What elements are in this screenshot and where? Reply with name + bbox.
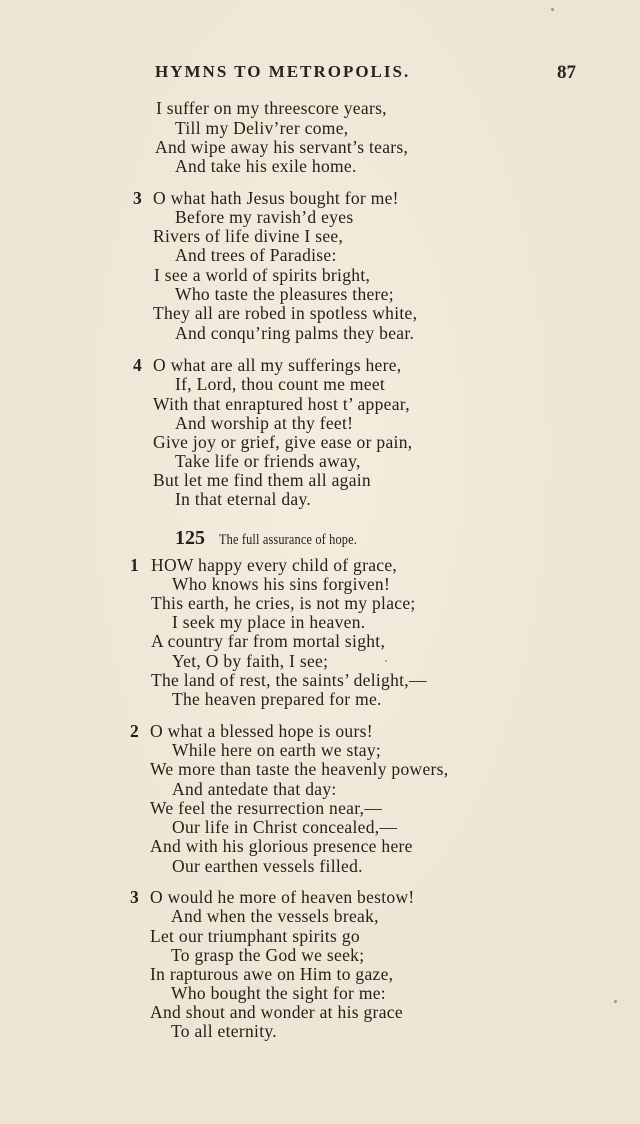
verse-line: In rapturous awe on Him to gaze, (150, 964, 394, 984)
verse-line: Yet, O by faith, I see; (172, 651, 329, 671)
verse-line: Who knows his sins forgiven! (172, 574, 391, 594)
verse-line: Our life in Christ concealed,— (172, 817, 398, 837)
paper-speck (385, 660, 387, 662)
verse-line: I see a world of spirits bright, (154, 265, 371, 285)
verse-line: Give joy or grief, give ease or pain, (153, 432, 413, 452)
stanza-number: 3 (133, 188, 142, 208)
verse-line: To grasp the God we seek; (171, 945, 365, 965)
verse-line: We more than taste the heavenly powers, (150, 759, 449, 779)
paper-speck (614, 1000, 617, 1003)
hymn-heading (175, 527, 387, 551)
verse-line: To all eternity. (171, 1021, 277, 1041)
verse-line: And take his exile home. (175, 156, 357, 176)
verse-line: And worship at thy feet! (175, 413, 354, 433)
verse-line: If, Lord, thou count me meet (175, 374, 386, 394)
page-header (0, 62, 640, 84)
verse-line: Take life or friends away, (175, 451, 361, 471)
verse-line: The heaven prepared for me. (172, 689, 382, 709)
verse-line: With that enraptured host t’ appear, (153, 394, 410, 414)
verse-line: I suffer on my threescore years, (156, 98, 387, 118)
verse-line: Our earthen vessels filled. (172, 856, 363, 876)
verse-line: The land of rest, the saints’ delight,— (151, 670, 427, 690)
verse-line: We feel the resurrection near,— (150, 798, 383, 818)
hymn-number: 125 (175, 527, 205, 549)
verse-line: Before my ravish’d eyes (175, 207, 354, 227)
verse-line: I seek my place in heaven. (172, 612, 366, 632)
verse-line: And conqu’ring palms they bear. (175, 323, 415, 343)
verse-line: This earth, he cries, is not my place; (151, 593, 416, 613)
verse-line: HOW happy every child of grace, (151, 555, 398, 575)
hymn-title: The full assurance of hope. (219, 532, 357, 548)
verse-line: And wipe away his servant’s tears, (155, 137, 409, 157)
verse-line: Rivers of life divine I see, (153, 226, 344, 246)
verse-line: And with his glorious presence here (150, 836, 413, 856)
verse-line: And when the vessels break, (171, 906, 379, 926)
verse-line: A country far from mortal sight, (151, 631, 386, 651)
stanza-number: 2 (130, 721, 139, 741)
verse-line: Who bought the sight for me: (171, 983, 386, 1003)
page-number: 87 (557, 62, 576, 83)
verse-line: O what a blessed hope is ours! (150, 721, 373, 741)
stanza-number: 4 (133, 355, 142, 375)
verse-line: But let me find them all again (153, 470, 371, 490)
verse-line: And trees of Paradise: (175, 245, 337, 265)
verse-line: And shout and wonder at his grace (150, 1002, 403, 1022)
stanza-number: 3 (130, 887, 139, 907)
running-title: HYMNS TO METROPOLIS. (155, 62, 411, 81)
verse-line: In that eternal day. (175, 489, 312, 509)
verse-line: O what hath Jesus bought for me! (153, 188, 399, 208)
stanza-number: 1 (130, 555, 139, 575)
verse-line: O what are all my sufferings here, (153, 355, 402, 375)
verse-line: Who taste the pleasures there; (175, 284, 394, 304)
verse-line: And antedate that day: (172, 779, 337, 799)
verse-line: O would he more of heaven bestow! (150, 887, 415, 907)
paper-speck (551, 8, 554, 11)
verse-line: They all are robed in spotless white, (153, 303, 418, 323)
verse-line: While here on earth we stay; (172, 740, 382, 760)
verse-line: Let our triumphant spirits go (150, 926, 360, 946)
verse-line: Till my Deliv’rer come, (175, 118, 349, 138)
